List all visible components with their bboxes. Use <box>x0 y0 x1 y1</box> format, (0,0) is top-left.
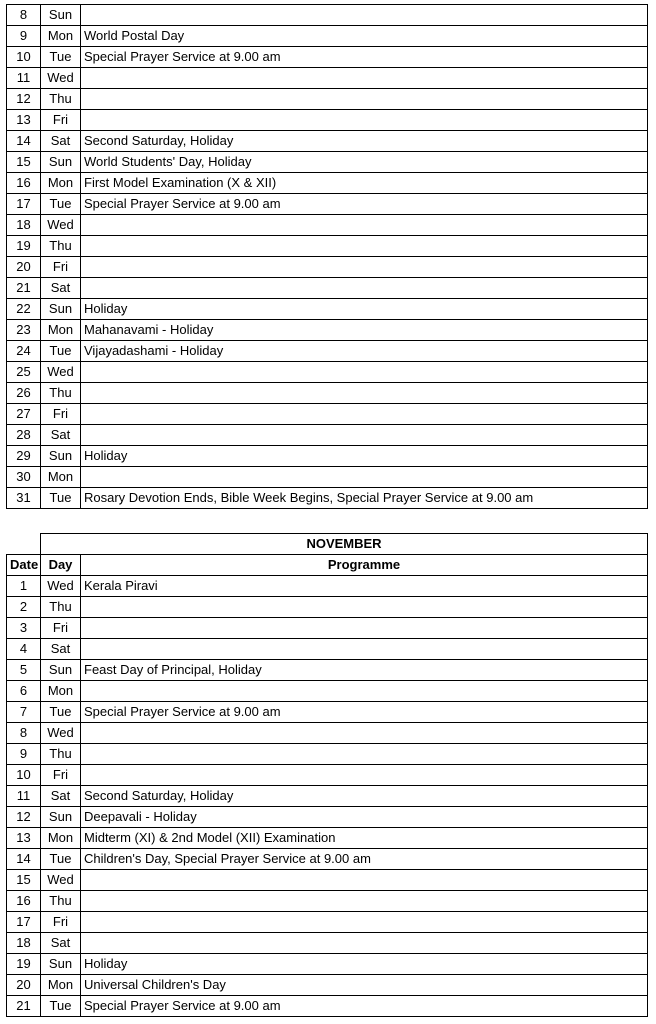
date-cell: 3 <box>7 618 41 639</box>
table-row <box>7 131 648 152</box>
table-row <box>7 446 648 467</box>
date-cell: 9 <box>7 26 41 47</box>
date-cell: 24 <box>7 341 41 362</box>
table-row <box>7 5 648 26</box>
day-cell: Fri <box>41 912 81 933</box>
table-row <box>7 236 648 257</box>
table-row <box>7 362 648 383</box>
date-cell: 15 <box>7 152 41 173</box>
date-cell: 23 <box>7 320 41 341</box>
table-row <box>7 341 648 362</box>
day-cell: Mon <box>41 975 81 996</box>
day-cell: Mon <box>41 681 81 702</box>
programme-cell: Special Prayer Service at 9.00 am <box>81 194 648 215</box>
table-row <box>7 996 648 1017</box>
table-row <box>7 488 648 509</box>
month-title: NOVEMBER <box>41 534 648 555</box>
table-row <box>7 173 648 194</box>
date-cell: 21 <box>7 278 41 299</box>
table-row <box>7 425 648 446</box>
programme-cell: First Model Examination (X & XII) <box>81 173 648 194</box>
programme-cell <box>81 383 648 404</box>
table-row <box>7 912 648 933</box>
programme-cell <box>81 278 648 299</box>
day-cell: Mon <box>41 828 81 849</box>
table-row <box>7 954 648 975</box>
date-cell: 29 <box>7 446 41 467</box>
date-cell: 21 <box>7 996 41 1017</box>
date-cell: 9 <box>7 744 41 765</box>
programme-cell <box>81 618 648 639</box>
day-cell: Wed <box>41 870 81 891</box>
table-row <box>7 278 648 299</box>
programme-cell <box>81 236 648 257</box>
programme-cell: Vijayadashami - Holiday <box>81 341 648 362</box>
programme-cell <box>81 467 648 488</box>
date-cell: 7 <box>7 702 41 723</box>
table-row <box>7 383 648 404</box>
programme-cell: Special Prayer Service at 9.00 am <box>81 996 648 1017</box>
programme-cell <box>81 639 648 660</box>
date-cell: 6 <box>7 681 41 702</box>
day-cell: Sat <box>41 786 81 807</box>
day-cell: Tue <box>41 47 81 68</box>
day-cell: Mon <box>41 320 81 341</box>
date-cell: 17 <box>7 194 41 215</box>
table-row <box>7 68 648 89</box>
date-cell: 20 <box>7 257 41 278</box>
table-row <box>7 194 648 215</box>
programme-cell: Second Saturday, Holiday <box>81 786 648 807</box>
programme-cell <box>81 765 648 786</box>
day-cell: Wed <box>41 362 81 383</box>
programme-cell: Deepavali - Holiday <box>81 807 648 828</box>
table-row <box>7 110 648 131</box>
date-cell: 18 <box>7 215 41 236</box>
programme-cell <box>81 723 648 744</box>
programme-cell: Holiday <box>81 446 648 467</box>
programme-cell <box>81 681 648 702</box>
date-cell: 13 <box>7 110 41 131</box>
day-cell: Mon <box>41 173 81 194</box>
date-cell: 31 <box>7 488 41 509</box>
day-cell: Thu <box>41 236 81 257</box>
date-cell: 25 <box>7 362 41 383</box>
november-calendar-table <box>6 533 648 1017</box>
day-cell: Fri <box>41 765 81 786</box>
programme-cell: Special Prayer Service at 9.00 am <box>81 702 648 723</box>
date-cell: 19 <box>7 954 41 975</box>
programme-cell <box>81 68 648 89</box>
table-row <box>7 849 648 870</box>
programme-cell <box>81 425 648 446</box>
day-cell: Mon <box>41 467 81 488</box>
table-row <box>7 744 648 765</box>
day-cell: Sun <box>41 152 81 173</box>
table-row <box>7 404 648 425</box>
day-cell: Wed <box>41 68 81 89</box>
day-cell: Tue <box>41 996 81 1017</box>
day-cell: Sun <box>41 954 81 975</box>
table-row <box>7 597 648 618</box>
day-cell: Sun <box>41 660 81 681</box>
day-cell: Thu <box>41 383 81 404</box>
programme-cell <box>81 5 648 26</box>
programme-cell: Kerala Piravi <box>81 576 648 597</box>
day-cell: Thu <box>41 89 81 110</box>
day-cell: Tue <box>41 488 81 509</box>
programme-cell: Mahanavami - Holiday <box>81 320 648 341</box>
date-cell: 4 <box>7 639 41 660</box>
date-cell: 13 <box>7 828 41 849</box>
programme-cell <box>81 933 648 954</box>
table-row <box>7 702 648 723</box>
date-cell: 26 <box>7 383 41 404</box>
programme-cell: Holiday <box>81 299 648 320</box>
table-row <box>7 933 648 954</box>
day-column-header: Day <box>41 555 81 576</box>
date-cell: 8 <box>7 723 41 744</box>
table-row <box>7 870 648 891</box>
table-row <box>7 299 648 320</box>
programme-cell <box>81 744 648 765</box>
october-calendar-table <box>6 4 648 509</box>
day-cell: Sat <box>41 933 81 954</box>
day-cell: Sat <box>41 278 81 299</box>
table-row <box>7 828 648 849</box>
date-cell: 16 <box>7 891 41 912</box>
table-row <box>7 47 648 68</box>
day-cell: Sat <box>41 425 81 446</box>
day-cell: Tue <box>41 849 81 870</box>
november-table-head <box>7 534 648 576</box>
programme-cell <box>81 891 648 912</box>
programme-cell <box>81 404 648 425</box>
table-row <box>7 320 648 341</box>
date-cell: 27 <box>7 404 41 425</box>
programme-cell: Midterm (XI) & 2nd Model (XII) Examination <box>81 828 648 849</box>
table-row <box>7 891 648 912</box>
day-cell: Wed <box>41 576 81 597</box>
date-cell: 22 <box>7 299 41 320</box>
date-cell: 5 <box>7 660 41 681</box>
table-row <box>7 681 648 702</box>
programme-cell: Special Prayer Service at 9.00 am <box>81 47 648 68</box>
programme-cell <box>81 110 648 131</box>
programme-cell <box>81 597 648 618</box>
table-row <box>7 257 648 278</box>
table-row <box>7 215 648 236</box>
day-cell: Tue <box>41 341 81 362</box>
day-cell: Mon <box>41 26 81 47</box>
programme-cell: Feast Day of Principal, Holiday <box>81 660 648 681</box>
programme-cell <box>81 362 648 383</box>
day-cell: Thu <box>41 744 81 765</box>
date-cell: 14 <box>7 849 41 870</box>
table-row <box>7 89 648 110</box>
date-cell: 17 <box>7 912 41 933</box>
date-cell: 10 <box>7 765 41 786</box>
date-cell: 19 <box>7 236 41 257</box>
date-cell: 15 <box>7 870 41 891</box>
programme-cell <box>81 215 648 236</box>
november-table-body <box>7 576 648 1017</box>
date-cell: 8 <box>7 5 41 26</box>
day-cell: Wed <box>41 723 81 744</box>
date-cell: 18 <box>7 933 41 954</box>
date-cell: 16 <box>7 173 41 194</box>
table-row <box>7 660 648 681</box>
date-cell: 14 <box>7 131 41 152</box>
date-cell: 10 <box>7 47 41 68</box>
programme-cell: World Students' Day, Holiday <box>81 152 648 173</box>
date-column-header: Date <box>7 555 41 576</box>
day-cell: Fri <box>41 110 81 131</box>
table-row <box>7 765 648 786</box>
date-cell: 30 <box>7 467 41 488</box>
programme-cell: Children's Day, Special Prayer Service at 9.00 am <box>81 849 648 870</box>
date-cell: 12 <box>7 807 41 828</box>
date-cell: 1 <box>7 576 41 597</box>
day-cell: Sun <box>41 446 81 467</box>
date-cell: 20 <box>7 975 41 996</box>
table-row <box>7 975 648 996</box>
programme-cell <box>81 912 648 933</box>
programme-cell: Rosary Devotion Ends, Bible Week Begins, Special Prayer Service at 9.00 am <box>81 488 648 509</box>
table-row <box>7 467 648 488</box>
programme-cell <box>81 870 648 891</box>
day-cell: Sat <box>41 131 81 152</box>
table-row <box>7 576 648 597</box>
table-row <box>7 618 648 639</box>
date-cell: 11 <box>7 786 41 807</box>
day-cell: Fri <box>41 404 81 425</box>
date-cell: 28 <box>7 425 41 446</box>
day-cell: Thu <box>41 891 81 912</box>
october-table-body <box>7 5 648 509</box>
date-cell: 2 <box>7 597 41 618</box>
date-cell: 12 <box>7 89 41 110</box>
day-cell: Sun <box>41 807 81 828</box>
month-title-row <box>7 534 648 555</box>
column-header-row <box>7 555 648 576</box>
programme-column-header: Programme <box>81 555 648 576</box>
table-row <box>7 26 648 47</box>
table-row <box>7 639 648 660</box>
programme-cell <box>81 89 648 110</box>
programme-cell: Holiday <box>81 954 648 975</box>
programme-cell: Universal Children's Day <box>81 975 648 996</box>
date-cell: 11 <box>7 68 41 89</box>
day-cell: Wed <box>41 215 81 236</box>
table-row <box>7 807 648 828</box>
table-row <box>7 152 648 173</box>
day-cell: Tue <box>41 702 81 723</box>
day-cell: Sun <box>41 5 81 26</box>
day-cell: Sun <box>41 299 81 320</box>
table-row <box>7 723 648 744</box>
programme-cell: Second Saturday, Holiday <box>81 131 648 152</box>
day-cell: Tue <box>41 194 81 215</box>
day-cell: Fri <box>41 618 81 639</box>
programme-cell <box>81 257 648 278</box>
table-row <box>7 786 648 807</box>
day-cell: Thu <box>41 597 81 618</box>
day-cell: Fri <box>41 257 81 278</box>
programme-cell: World Postal Day <box>81 26 648 47</box>
blank-corner-cell <box>7 534 41 555</box>
day-cell: Sat <box>41 639 81 660</box>
